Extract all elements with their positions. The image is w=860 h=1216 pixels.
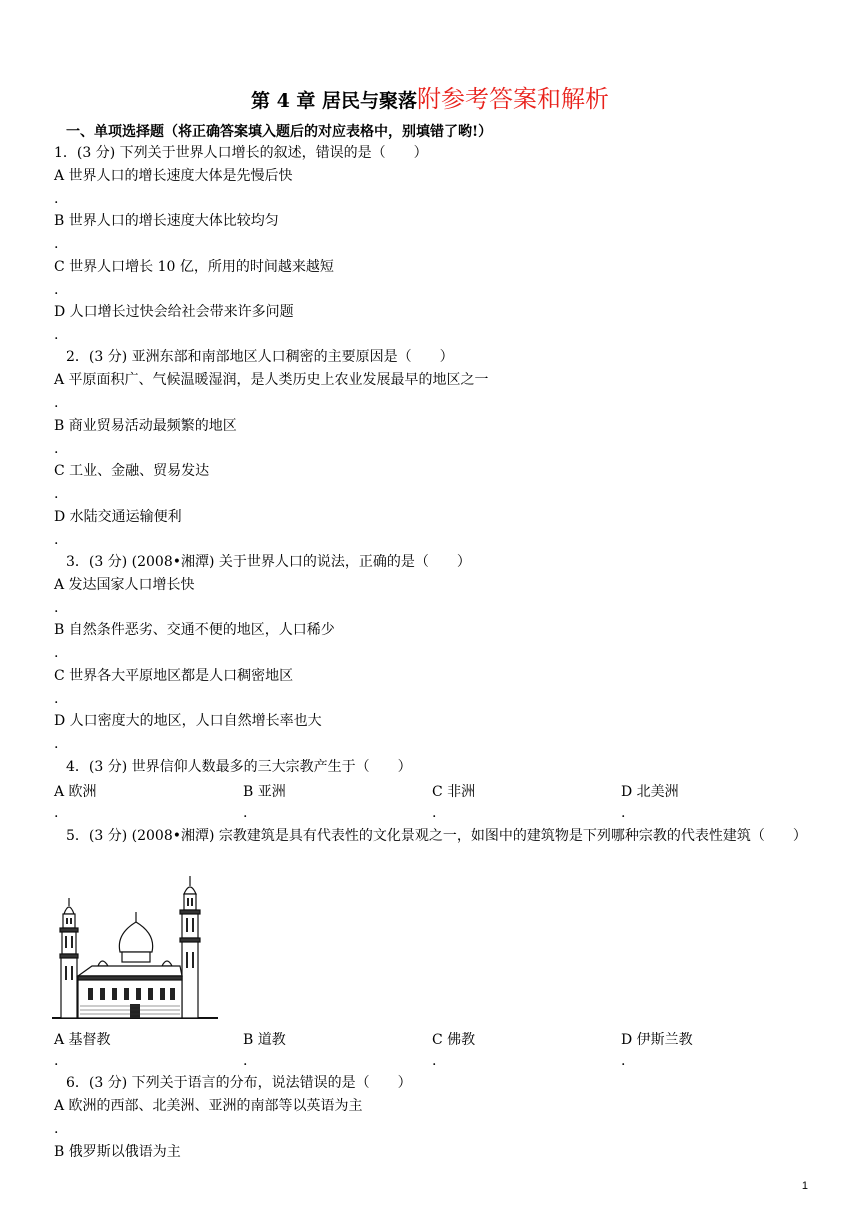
option-dot: . xyxy=(54,236,59,252)
question-1-option-d: D 人口增长过快会给社会带来许多问题 xyxy=(54,304,294,320)
option-dot: . xyxy=(54,645,59,661)
option-dot: . xyxy=(54,805,59,821)
option-dot: . xyxy=(54,282,59,298)
title-main: 第 4 章 居民与聚落 xyxy=(250,90,418,112)
option-dot: . xyxy=(54,691,59,707)
section-heading: 一、单项选择题（将正确答案填入题后的对应表格中，别填错了哟!） xyxy=(66,124,493,140)
option-dot: . xyxy=(54,1053,59,1069)
option-dot: . xyxy=(621,1053,626,1069)
question-5-stem: 5．(3 分) (2008•湘潭) 宗教建筑是具有代表性的文化景观之一，如图中的建筑物是下列哪种宗教的代表性建筑（ ） xyxy=(66,828,807,844)
option-dot: . xyxy=(432,805,437,821)
question-6-option-a: A 欧洲的西部、北美洲、亚洲的南部等以英语为主 xyxy=(54,1098,363,1114)
mosque-illustration xyxy=(52,876,218,1022)
question-2-option-a: A 平原面积广、气候温暖湿润，是人类历史上农业发展最早的地区之一 xyxy=(54,372,489,388)
question-5-option-c: C 佛教 xyxy=(432,1032,476,1048)
option-dot: . xyxy=(54,532,59,548)
question-1-option-b: B 世界人口的增长速度大体比较均匀 xyxy=(54,213,279,229)
question-1-option-a: A 世界人口的增长速度大体是先慢后快 xyxy=(54,168,293,184)
question-6-stem: 6．(3 分) 下列关于语言的分布，说法错误的是（ ） xyxy=(66,1075,412,1091)
option-dot: . xyxy=(54,1121,59,1137)
option-dot: . xyxy=(432,1053,437,1069)
question-3-option-a: A 发达国家人口增长快 xyxy=(54,577,195,593)
question-2-option-c: C 工业、金融、贸易发达 xyxy=(54,463,210,479)
option-dot: . xyxy=(54,486,59,502)
question-1-stem: 1．(3 分) 下列关于世界人口增长的叙述，错误的是（ ） xyxy=(54,145,428,161)
option-dot: . xyxy=(54,191,59,207)
question-2-option-d: D 水陆交通运输便利 xyxy=(54,509,182,525)
question-4-option-d: D 北美洲 xyxy=(621,784,679,800)
question-2-option-b: B 商业贸易活动最频繁的地区 xyxy=(54,418,237,434)
question-4-option-c: C 非洲 xyxy=(432,784,476,800)
option-dot: . xyxy=(621,805,626,821)
option-dot: . xyxy=(54,395,59,411)
question-5-option-d: D 伊斯兰教 xyxy=(621,1032,693,1048)
question-3-option-b: B 自然条件恶劣、交通不便的地区，人口稀少 xyxy=(54,622,335,638)
question-6-option-b: B 俄罗斯以俄语为主 xyxy=(54,1144,181,1160)
question-4-option-a: A 欧洲 xyxy=(54,784,97,800)
option-dot: . xyxy=(243,1053,248,1069)
question-4-option-b: B 亚洲 xyxy=(243,784,286,800)
question-3-stem: 3．(3 分) (2008•湘潭) 关于世界人口的说法，正确的是（ ） xyxy=(66,554,471,570)
question-3-option-c: C 世界各大平原地区都是人口稠密地区 xyxy=(54,668,294,684)
question-4-stem: 4．(3 分) 世界信仰人数最多的三大宗教产生于（ ） xyxy=(66,759,412,775)
option-dot: . xyxy=(54,736,59,752)
question-3-option-d: D 人口密度大的地区，人口自然增长率也大 xyxy=(54,713,322,729)
option-dot: . xyxy=(243,805,248,821)
option-dot: . xyxy=(54,600,59,616)
question-5-option-a: A 基督教 xyxy=(54,1032,111,1048)
question-1-option-c: C 世界人口增长 10 亿，所用的时间越来越短 xyxy=(54,259,334,275)
document-title xyxy=(0,84,860,116)
title-highlight: 附参考答案和解析 xyxy=(417,85,610,113)
option-dot: . xyxy=(54,441,59,457)
question-2-stem: 2．(3 分) 亚洲东部和南部地区人口稠密的主要原因是（ ） xyxy=(66,349,454,365)
page-number: 1 xyxy=(801,1180,808,1192)
question-5-option-b: B 道教 xyxy=(243,1032,286,1048)
option-dot: . xyxy=(54,327,59,343)
